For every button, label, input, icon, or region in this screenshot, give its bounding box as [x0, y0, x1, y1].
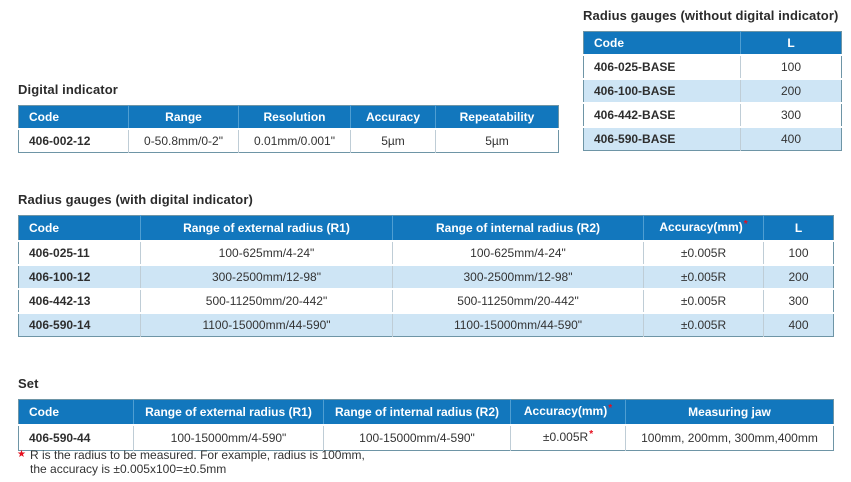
column-header-internal-radius: Range of internal radius (R2) — [393, 216, 644, 242]
cell: 100 — [764, 241, 834, 265]
cell: 400 — [741, 127, 842, 151]
section-radius-without — [583, 8, 842, 151]
table-row — [19, 289, 834, 313]
table-row — [19, 129, 559, 153]
radius-with-table — [18, 215, 834, 337]
column-header-accuracy-label: Accuracy(mm) — [659, 220, 743, 234]
cell: 1100-15000mm/44-590" — [141, 313, 393, 337]
column-header-resolution: Resolution — [239, 106, 351, 130]
cell: ±0.005R — [644, 289, 764, 313]
section-title: Radius gauges (with digital indicator) — [18, 192, 253, 207]
column-header-internal-radius: Range of internal radius (R2) — [324, 400, 511, 426]
footnote-line-1: R is the radius to be measured. For example, radius is 100mm, — [30, 448, 365, 462]
section-title: Digital indicator — [18, 82, 118, 97]
column-header-repeatability: Repeatability — [436, 106, 559, 130]
column-header-l: L — [741, 32, 842, 56]
code-cell: 406-590-BASE — [584, 127, 741, 151]
cell: 0-50.8mm/0-2" — [129, 129, 239, 153]
cell: 100-15000mm/4-590" — [134, 425, 324, 451]
cell: 100-15000mm/4-590" — [324, 425, 511, 451]
column-header-accuracy — [511, 400, 626, 426]
cell: 500-11250mm/20-442" — [393, 289, 644, 313]
cell: 200 — [764, 265, 834, 289]
column-header-code: Code — [19, 400, 134, 426]
column-header-measuring-jaw: Measuring jaw — [626, 400, 834, 426]
asterisk-marker: * — [608, 403, 613, 414]
cell: ±0.005R — [644, 265, 764, 289]
header-row — [19, 106, 559, 130]
footnote-text — [30, 448, 365, 476]
digital-indicator-table — [18, 105, 559, 153]
footnote — [17, 448, 365, 476]
table-row — [584, 127, 842, 151]
set-table — [18, 399, 834, 451]
code-cell: 406-002-12 — [19, 129, 129, 153]
column-header-code: Code — [19, 106, 129, 130]
cell: 100mm, 200mm, 300mm,400mm — [626, 425, 834, 451]
code-cell: 406-025-BASE — [584, 55, 741, 79]
column-header-range: Range — [129, 106, 239, 130]
cell: 5µm — [351, 129, 436, 153]
asterisk-marker: * — [589, 429, 594, 440]
section-radius-with — [18, 192, 834, 337]
section-title: Radius gauges (without digital indicator) — [583, 8, 839, 23]
column-header-accuracy — [644, 216, 764, 242]
table-row — [19, 425, 834, 451]
cell: 400 — [764, 313, 834, 337]
code-cell: 406-442-13 — [19, 289, 141, 313]
code-cell: 406-442-BASE — [584, 103, 741, 127]
cell: 300-2500mm/12-98" — [141, 265, 393, 289]
cell: 5µm — [436, 129, 559, 153]
cell: 300 — [741, 103, 842, 127]
table-row — [584, 79, 842, 103]
table-row — [584, 103, 842, 127]
code-cell: 406-590-14 — [19, 313, 141, 337]
column-header-external-radius: Range of external radius (R1) — [141, 216, 393, 242]
cell: ±0.005R — [644, 241, 764, 265]
code-cell: 406-100-BASE — [584, 79, 741, 103]
column-header-l: L — [764, 216, 834, 242]
cell: ±0.005R — [644, 313, 764, 337]
column-header-accuracy: Accuracy — [351, 106, 436, 130]
cell: 200 — [741, 79, 842, 103]
footnote-star-icon: ★ — [17, 449, 26, 460]
table-row — [584, 55, 842, 79]
radius-without-table — [583, 31, 842, 151]
cell — [511, 425, 626, 451]
footnote-line-2: the accuracy is ±0.005x100=±0.5mm — [30, 462, 227, 476]
cell: 100-625mm/4-24" — [141, 241, 393, 265]
code-cell: 406-100-12 — [19, 265, 141, 289]
cell: 300-2500mm/12-98" — [393, 265, 644, 289]
section-digital-indicator — [18, 82, 559, 153]
column-header-external-radius: Range of external radius (R1) — [134, 400, 324, 426]
table-row — [19, 313, 834, 337]
table-row — [19, 265, 834, 289]
cell: 500-11250mm/20-442" — [141, 289, 393, 313]
code-cell: 406-025-11 — [19, 241, 141, 265]
header-row — [19, 400, 834, 426]
header-row — [584, 32, 842, 56]
column-header-code: Code — [584, 32, 741, 56]
column-header-code: Code — [19, 216, 141, 242]
code-cell: 406-590-44 — [19, 425, 134, 451]
asterisk-marker: * — [743, 219, 748, 230]
table-row — [19, 241, 834, 265]
section-set — [18, 376, 834, 451]
cell: 1100-15000mm/44-590" — [393, 313, 644, 337]
cell: 0.01mm/0.001" — [239, 129, 351, 153]
header-row — [19, 216, 834, 242]
cell: 100-625mm/4-24" — [393, 241, 644, 265]
column-header-accuracy-label: Accuracy(mm) — [523, 404, 608, 418]
accuracy-value: ±0.005R — [542, 430, 589, 444]
section-title: Set — [18, 376, 39, 391]
cell: 100 — [741, 55, 842, 79]
cell: 300 — [764, 289, 834, 313]
